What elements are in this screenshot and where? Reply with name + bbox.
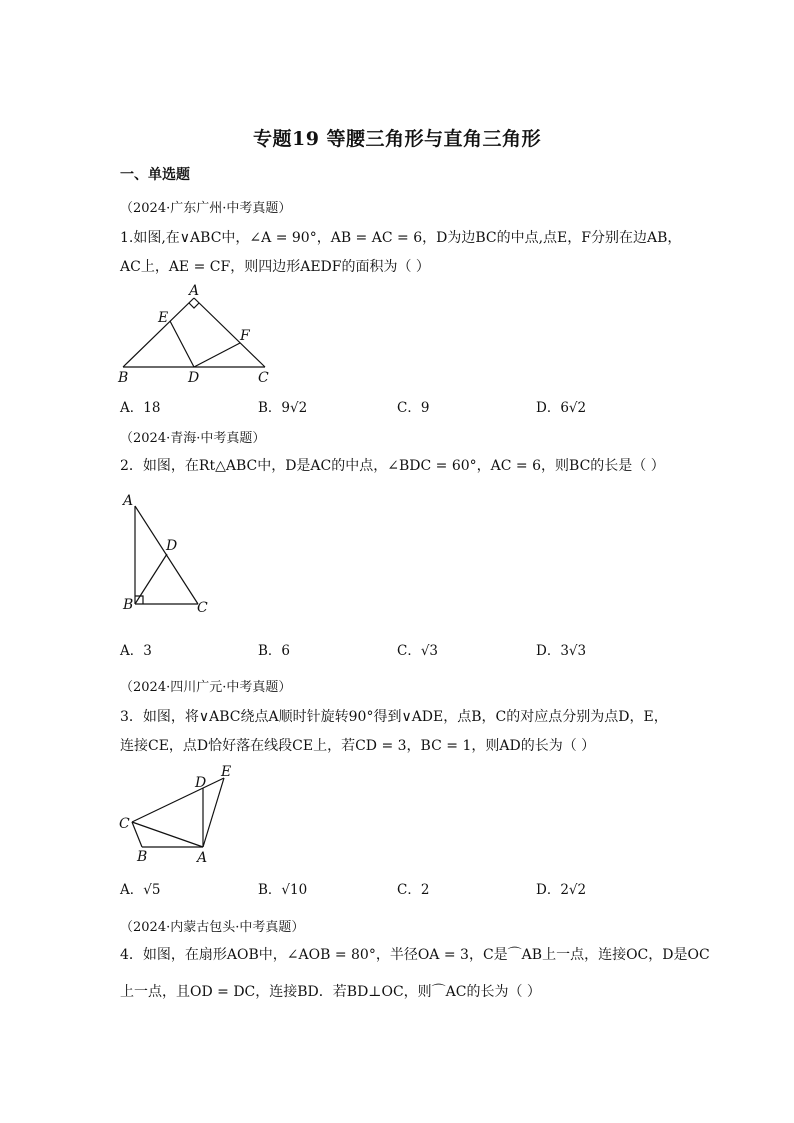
q3-segment-ca (132, 822, 203, 847)
q2-option-c: C．√3 (397, 643, 439, 659)
section-heading: 一、单选题 (120, 167, 190, 183)
q2-label-b: B (123, 597, 134, 613)
q1-label-d: D (188, 370, 200, 386)
q2-text-line1: 2．如图，在Rt△ABC中，D是AC的中点，∠BDC = 60°，AC = 6，则BC的长是（ ） (120, 458, 665, 474)
q1-label-b: B (118, 370, 129, 386)
q1-text-line2: AC上，AE = CF，则四边形AEDF的面积为（ ） (120, 259, 430, 275)
q3-option-a: A．√5 (120, 882, 161, 898)
q1-segment-df (194, 343, 240, 367)
q1-segment-ed (170, 321, 194, 367)
q3-segment-cb (132, 822, 142, 847)
q1-label-a: A (189, 283, 200, 299)
q1-option-c: C．9 (397, 400, 430, 416)
q3-source: （2024·四川广元·中考真题） (120, 680, 292, 695)
page-title: 专题19 等腰三角形与直角三角形 (252, 128, 542, 150)
q1-label-f: F (240, 328, 250, 344)
q1-segment-ac (194, 298, 265, 367)
q3-label-a: A (197, 850, 208, 866)
q4-text-line2: 上一点，且OD = DC，连接BD．若BD⊥OC，则⌒AC的长为（ ） (120, 984, 541, 1000)
q3-label-b: B (137, 849, 148, 865)
q1-source: （2024·广东广州·中考真题） (120, 201, 292, 216)
q2-label-a: A (123, 493, 134, 509)
q2-option-d: D．3√3 (536, 643, 587, 659)
q1-figure (110, 278, 280, 388)
q3-option-b: B．√10 (258, 882, 308, 898)
q4-text-line1: 4．如图，在扇形AOB中，∠AOB = 80°，半径OA = 3，C是⌒AB上一点，连接OC，D是OC (120, 947, 710, 963)
q2-option-b: B．6 (258, 643, 291, 659)
q1-segment-ab (123, 298, 194, 367)
q1-option-b: B．9√2 (258, 400, 308, 416)
q1-option-d: D．6√2 (536, 400, 587, 416)
q2-label-d: D (166, 538, 178, 554)
q3-figure (115, 762, 245, 867)
q2-figure (115, 488, 225, 623)
q1-label-c: C (258, 370, 269, 386)
q2-source: （2024·青海·中考真题） (120, 431, 266, 446)
q3-label-d: D (195, 775, 207, 791)
q2-label-c: C (197, 600, 208, 616)
q3-segment-ce (132, 778, 224, 822)
q3-label-c: C (119, 816, 130, 832)
q1-right-angle-mark (189, 303, 199, 308)
q3-text-line1: 3．如图，将∨ABC绕点A顺时针旋转90°得到∨ADE，点B，C的对应点分别为点D，E， (120, 709, 668, 725)
q1-text-line1: 1.如图,在∨ABC中，∠A = 90°，AB = AC = 6，D为边BC的中点,点E，F分别在边AB， (120, 230, 682, 246)
q2-option-a: A．3 (120, 643, 152, 659)
q3-text-line2: 连接CE，点D恰好落在线段CE上，若CD = 3，BC = 1，则AD的长为（ ） (120, 738, 596, 754)
q4-source: （2024·内蒙古包头·中考真题） (120, 920, 305, 935)
q1-label-e: E (158, 310, 169, 326)
q3-option-d: D．2√2 (536, 882, 587, 898)
q3-option-c: C．2 (397, 882, 430, 898)
q3-label-e: E (221, 764, 232, 780)
q1-option-a: A．18 (120, 400, 161, 416)
